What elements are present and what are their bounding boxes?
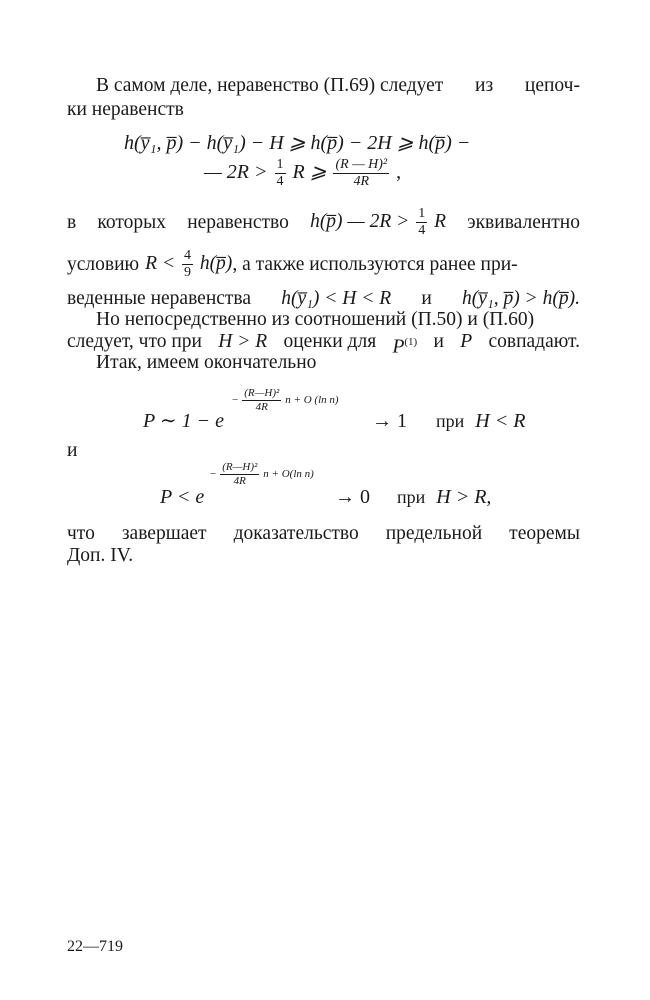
text: , а также используются ранее при- bbox=[232, 253, 518, 275]
para1-line1 bbox=[96, 75, 580, 97]
para2-line3 bbox=[67, 288, 580, 310]
text: следует, что при bbox=[67, 331, 202, 352]
para3-line1 bbox=[96, 309, 580, 331]
text: ки неравенств bbox=[67, 99, 184, 120]
text: теоремы bbox=[509, 523, 580, 544]
denominator: 4 bbox=[276, 174, 284, 189]
text: завершает bbox=[121, 523, 207, 544]
text: Доп. IV. bbox=[67, 545, 134, 566]
fraction-rh bbox=[333, 158, 389, 189]
chain-formula-line1 bbox=[124, 131, 470, 155]
text: предельной bbox=[385, 523, 483, 544]
fraction-four-ninths: $\frac{4}{9}$ bbox=[183, 248, 191, 280]
numerator: 1 bbox=[276, 157, 284, 172]
para2-line1 bbox=[67, 207, 580, 238]
para1-line2 bbox=[67, 99, 184, 121]
formula: h(y̅₁, p̅) − h(y̅₁) − H ⩾ h(p̅) − 2H ⩾ h(p̅) − bbox=[124, 132, 471, 154]
para4-line1 bbox=[96, 352, 316, 374]
text: веденные неравенства bbox=[67, 288, 252, 309]
page-signature-mark: 22—719 bbox=[67, 938, 123, 955]
text: и bbox=[67, 440, 78, 461]
formula: — 2R > bbox=[204, 161, 268, 184]
para2-line2 bbox=[67, 249, 580, 280]
last-line1 bbox=[67, 523, 580, 545]
exponent-fraction: $\frac{\text{(R—H)²}}{4R}$ bbox=[222, 461, 258, 487]
text: из bbox=[475, 75, 494, 96]
inline-formula: P bbox=[460, 331, 473, 352]
and-word bbox=[67, 440, 77, 462]
inline-formula: H > R bbox=[218, 331, 268, 352]
formula1-exponent: − $\frac{\text{(R—H)²}}{4R}$ n + O (ln n) bbox=[232, 387, 339, 413]
text: Но непосредственно из соотношений (П.50) и (П.60) bbox=[96, 309, 535, 330]
exponent-fraction: $\frac{\text{(R—H)²}}{4R}$ bbox=[244, 387, 280, 413]
text: В самом деле, неравенство (П.69) следует bbox=[96, 75, 444, 96]
text: что bbox=[67, 523, 95, 544]
text: которых bbox=[97, 211, 166, 233]
formula2: P < e bbox=[160, 486, 205, 508]
numerator: (R — H)² bbox=[335, 157, 388, 172]
denominator: 4R bbox=[353, 174, 370, 189]
formula1: P ∼ 1 − e bbox=[143, 410, 224, 432]
inline-formula: h(p̅) — 2R > $\frac{1}{4}$ R bbox=[310, 206, 447, 238]
text: оценки для bbox=[283, 331, 377, 352]
chain-formula-line2: — 2R > $\frac{1}{4}$ R ⩾ $\frac{\text{(R — H)²}}{4R}$ , bbox=[204, 157, 402, 189]
text: цепоч- bbox=[524, 75, 580, 96]
inline-formula: R < $\frac{4}{9}$ h(p̅) bbox=[145, 248, 233, 280]
inline-formula: h(y̅₁) < H < R bbox=[281, 288, 392, 309]
text: доказательство bbox=[233, 523, 359, 544]
fraction-one-quarter bbox=[275, 158, 286, 189]
formula2-exponent: − $\frac{\text{(R—H)²}}{4R}$ n + O(ln n) bbox=[210, 461, 314, 487]
text: условию bbox=[67, 253, 140, 275]
text: Итак, имеем окончательно bbox=[96, 352, 317, 373]
formula: R ⩾ bbox=[292, 161, 327, 184]
text: эквивалентно bbox=[467, 211, 580, 233]
text: неравенство bbox=[187, 211, 289, 233]
text: и bbox=[433, 331, 444, 352]
text: совпадают. bbox=[488, 331, 580, 352]
last-line2 bbox=[67, 545, 133, 567]
inline-formula: $P^{(1)}$ bbox=[392, 336, 418, 358]
inline-formula: h(y̅₁, p̅) > h(p̅). bbox=[462, 288, 580, 309]
fraction-one-quarter: $\frac{1}{4}$ bbox=[418, 206, 426, 238]
formula2-right: → 0 при H > R, bbox=[335, 486, 492, 508]
text: и bbox=[421, 288, 432, 309]
text: в bbox=[67, 211, 77, 233]
formula1-right: → 1 при H < R bbox=[372, 410, 526, 432]
